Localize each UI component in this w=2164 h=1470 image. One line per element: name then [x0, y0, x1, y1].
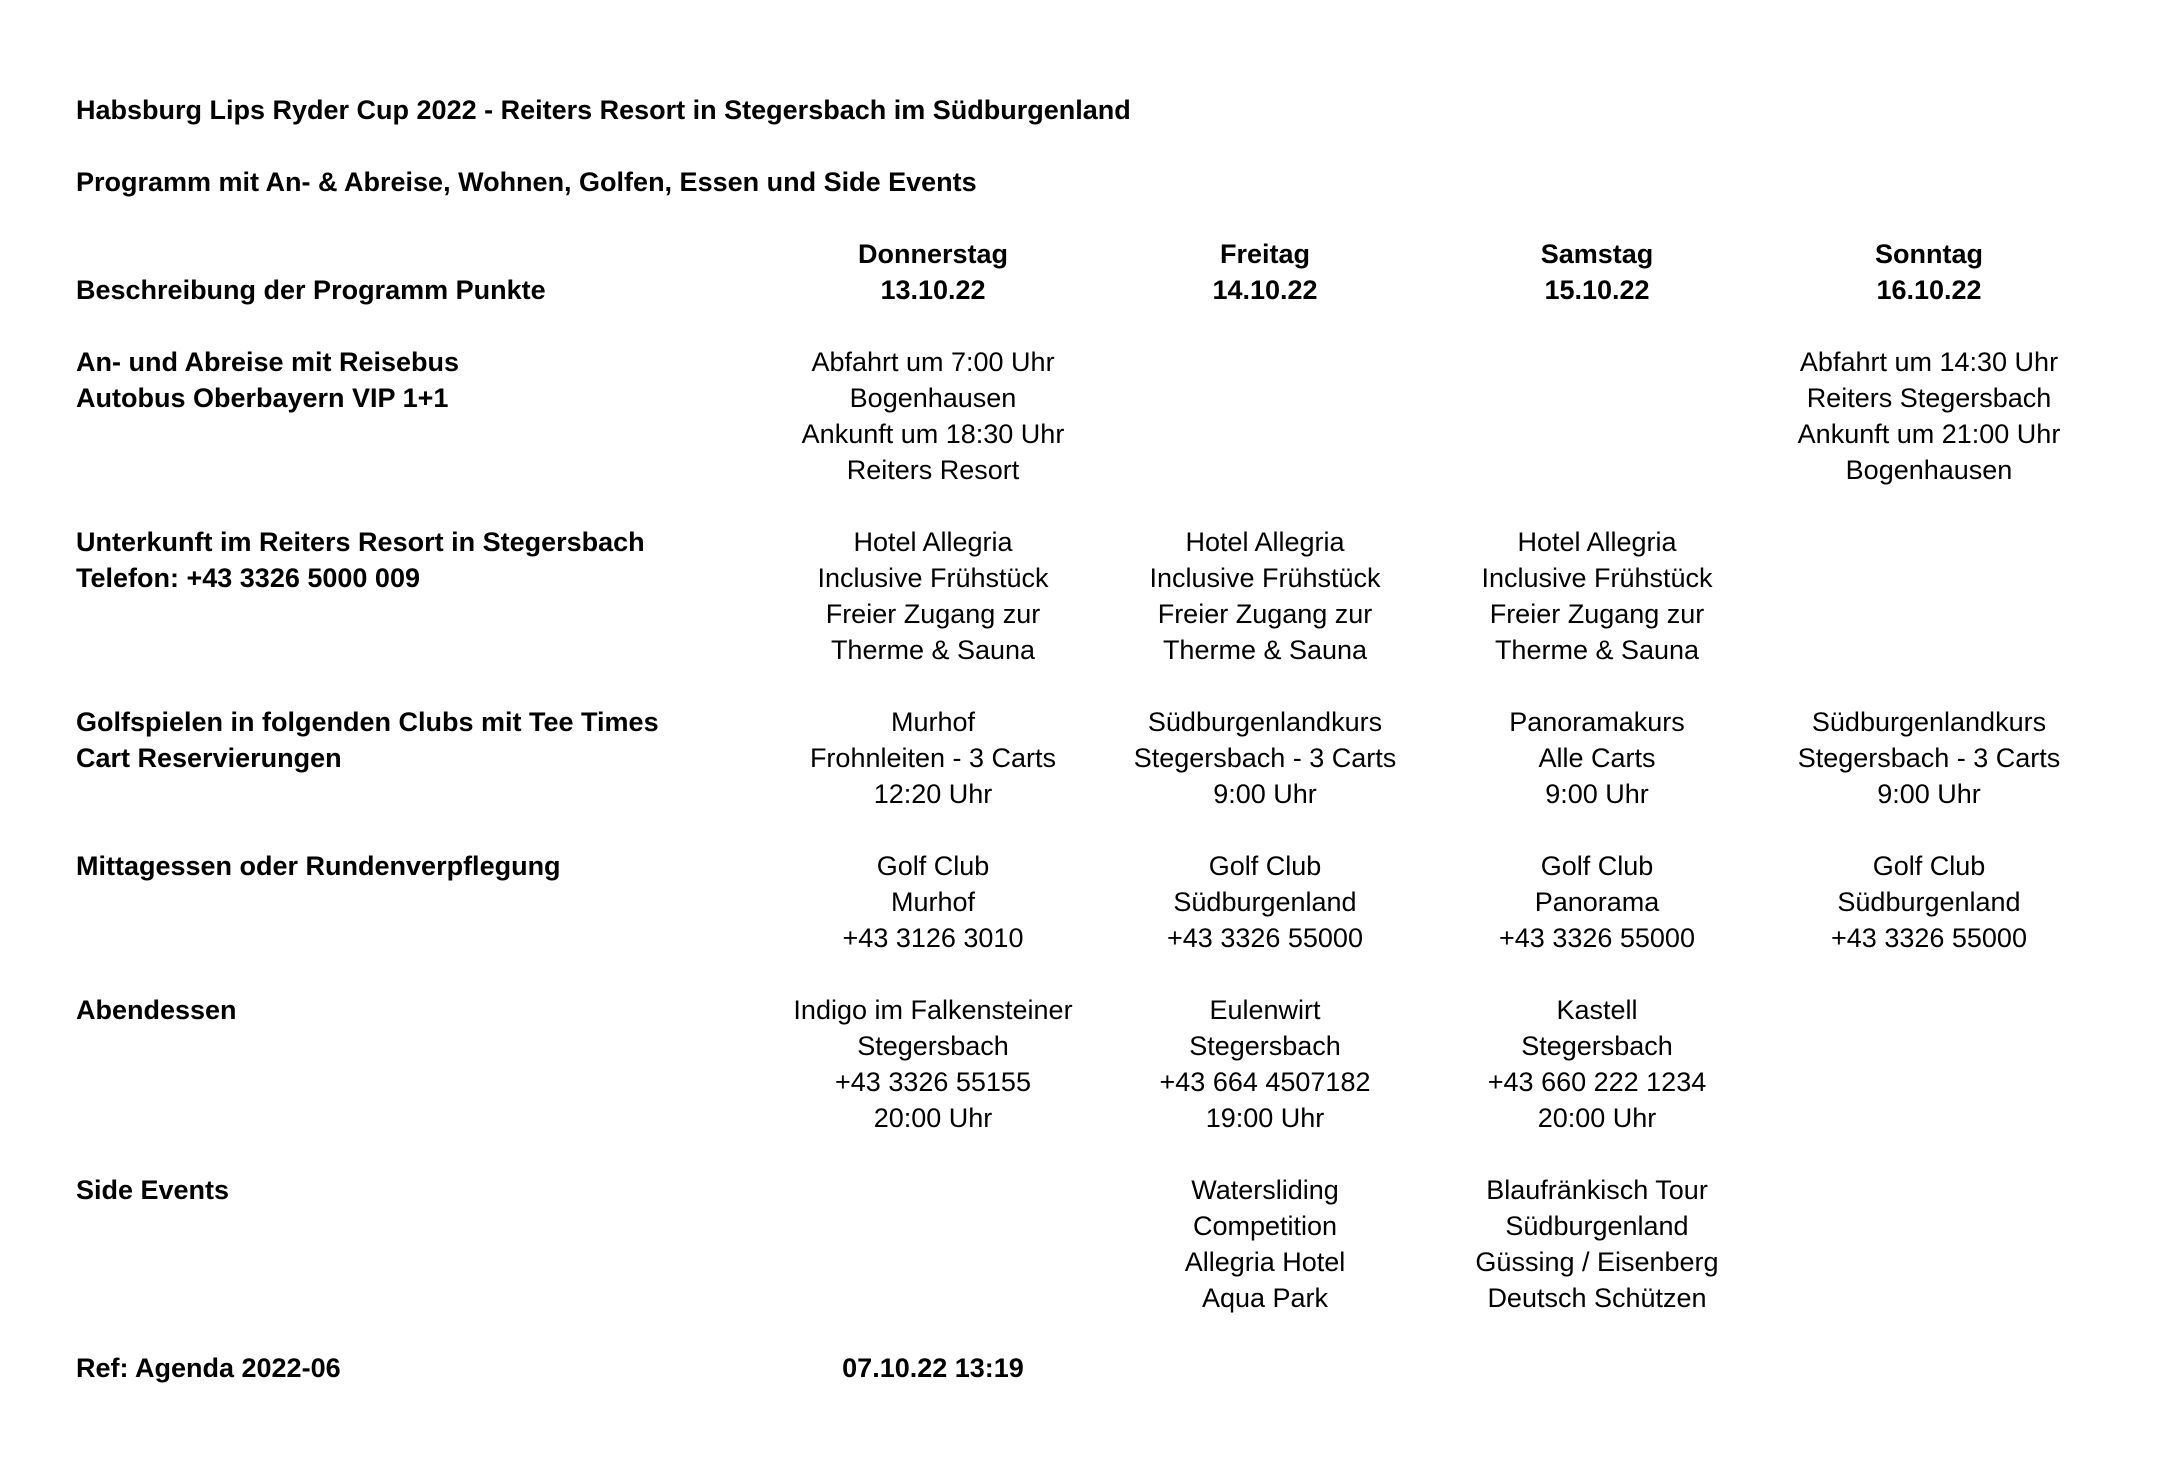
row-label-accommodation: Unterkunft im Reiters Resort in Stegersbach Telefon: +43 3326 5000 009	[76, 527, 645, 593]
day-name: Freitag	[1219, 239, 1311, 269]
row-label-golf: Golfspielen in folgenden Clubs mit Tee Times Cart Reservierungen	[76, 707, 659, 773]
cell-golf-friday: Südburgenlandkurs Stegersbach - 3 Carts 9:00 Uhr	[1133, 707, 1397, 809]
day-date: 14.10.22	[1212, 275, 1318, 305]
document-title: Habsburg Lips Ryder Cup 2022 - Reiters Resort in Stegersbach im Südburgenland	[76, 95, 1131, 125]
cell-golf-saturday: Panoramakurs Alle Carts 9:00 Uhr	[1509, 707, 1685, 809]
cell-side-events-saturday: Blaufränkisch Tour Südburgenland Güssing / Eisenberg Deutsch Schützen	[1475, 1175, 1719, 1313]
cell-lunch-thursday: Golf Club Murhof +43 3126 3010	[842, 851, 1024, 953]
cell-golf-sunday: Südburgenlandkurs Stegersbach - 3 Carts 9:00 Uhr	[1797, 707, 2061, 809]
cell-accommodation-thursday: Hotel Allegria Inclusive Frühstück Freier Zugang zur Therme & Sauna	[817, 527, 1049, 665]
cell-side-events-friday: Watersliding Competition Allegria Hotel Aqua Park	[1184, 1175, 1346, 1313]
cell-dinner-friday: Eulenwirt Stegersbach +43 664 4507182 19:00 Uhr	[1159, 995, 1371, 1133]
row-label-dinner: Abendessen	[76, 995, 237, 1025]
row-label-side-events: Side Events	[76, 1175, 230, 1205]
cell-lunch-saturday: Golf Club Panorama +43 3326 55000	[1499, 851, 1695, 953]
cell-accommodation-friday: Hotel Allegria Inclusive Frühstück Freier Zugang zur Therme & Sauna	[1149, 527, 1381, 665]
day-header	[1432, 236, 1762, 308]
cell-travel-sunday: Abfahrt um 14:30 Uhr Reiters Stegersbach Ankunft um 21:00 Uhr Bogenhausen	[1797, 347, 2061, 485]
cell-dinner-thursday: Indigo im Falkensteiner Stegersbach +43 3326 55155 20:00 Uhr	[793, 995, 1073, 1133]
document-subtitle: Programm mit An- & Abreise, Wohnen, Golfen, Essen und Side Events	[76, 167, 977, 197]
row-label-lunch: Mittagessen oder Rundenverpflegung	[76, 851, 561, 881]
day-date: 16.10.22	[1876, 275, 1982, 305]
cell-lunch-sunday: Golf Club Südburgenland +43 3326 55000	[1831, 851, 2027, 953]
day-name: Sonntag	[1875, 239, 1983, 269]
day-date: 15.10.22	[1544, 275, 1650, 305]
cell-lunch-friday: Golf Club Südburgenland +43 3326 55000	[1167, 851, 1363, 953]
header-label: Beschreibung der Programm Punkte	[76, 275, 546, 305]
day-name: Donnerstag	[857, 239, 1009, 269]
cell-dinner-saturday: Kastell Stegersbach +43 660 222 1234 20:00 Uhr	[1487, 995, 1707, 1133]
day-date: 13.10.22	[880, 275, 986, 305]
day-header	[1764, 236, 2094, 308]
footer-reference: Ref: Agenda 2022-06	[76, 1353, 341, 1383]
day-name: Samstag	[1540, 239, 1654, 269]
cell-golf-thursday: Murhof Frohnleiten - 3 Carts 12:20 Uhr	[809, 707, 1057, 809]
cell-travel-thursday: Abfahrt um 7:00 Uhr Bogenhausen Ankunft um 18:30 Uhr Reiters Resort	[801, 347, 1065, 485]
row-label-travel: An- und Abreise mit Reisebus Autobus Oberbayern VIP 1+1	[76, 347, 460, 413]
day-header	[1100, 236, 1430, 308]
cell-accommodation-saturday: Hotel Allegria Inclusive Frühstück Freier Zugang zur Therme & Sauna	[1481, 527, 1713, 665]
day-header	[768, 236, 1098, 308]
footer-timestamp: 07.10.22 13:19	[842, 1353, 1024, 1383]
